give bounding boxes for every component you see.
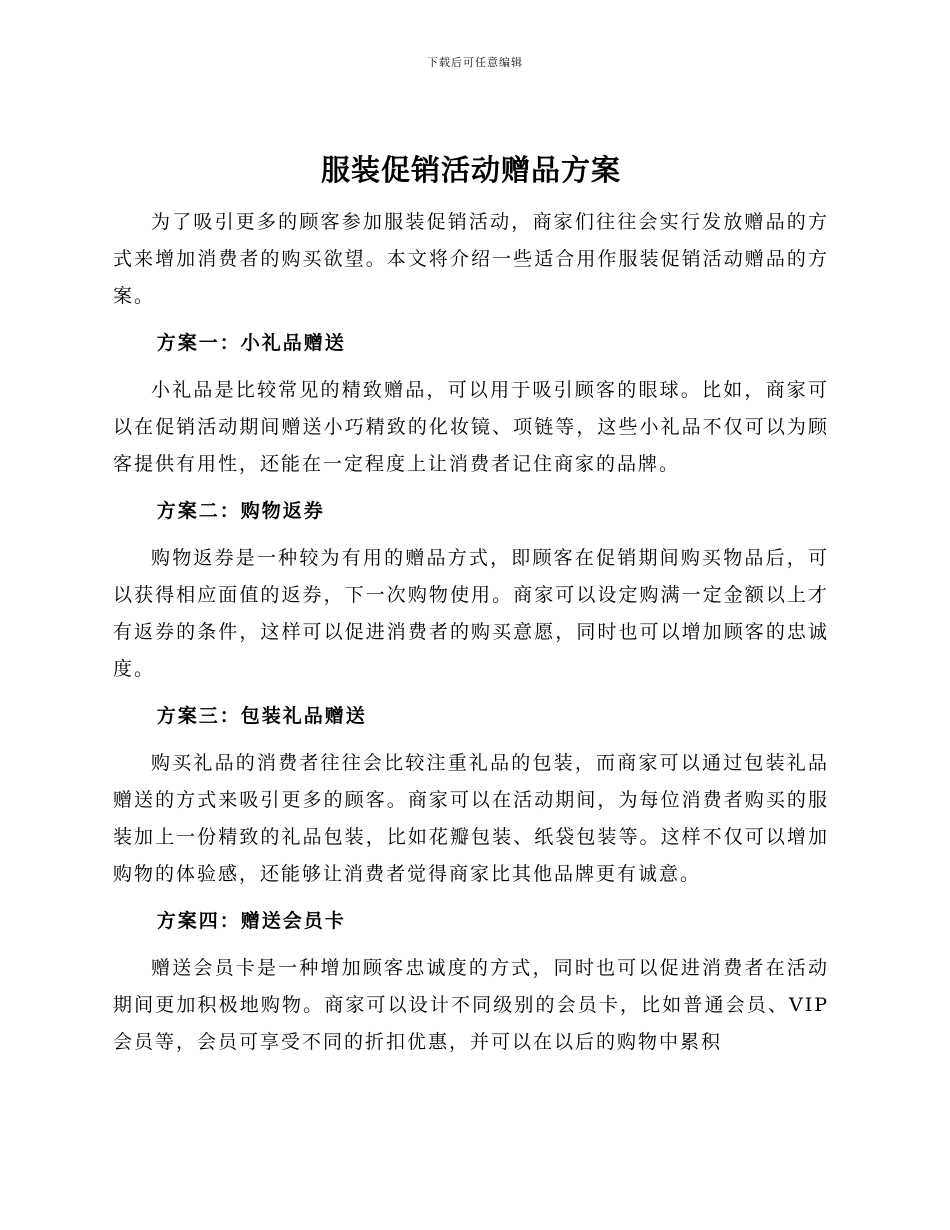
intro-paragraph: 为了吸引更多的顾客参加服装促销活动，商家们往往会实行发放赠品的方式来增加消费者的购买欲望。本文将介绍一些适合用作服装促销活动赠品的方案。 bbox=[113, 211, 829, 307]
section-heading-2: 方案二：购物返券 bbox=[156, 500, 325, 522]
section-heading-4: 方案四：赠送会员卡 bbox=[156, 910, 346, 932]
page-header: 下载后可任意编辑 bbox=[427, 56, 523, 69]
section-heading-1: 方案一：小礼品赠送 bbox=[156, 332, 346, 354]
section-body-3: 购买礼品的消费者往往会比较注重礼品的包装，而商家可以通过包装礼品赠送的方式来吸引更多的顾客。商家可以在活动期间，为每位消费者购买的服装加上一份精致的礼品包装，比如花瓣包装、纸袋包装等。这样不仅可以增加购物的体验感，还能够让消费者觉得商家比其他品牌更有诚意。 bbox=[113, 752, 829, 885]
section-body-1: 小礼品是比较常见的精致赠品，可以用于吸引顾客的眼球。比如，商家可以在促销活动期间赠送小巧精致的化妆镜、项链等，这些小礼品不仅可以为顾客提供有用性，还能在一定程度上让消费者记住商家的品牌。 bbox=[113, 379, 829, 475]
section-body-2: 购物返券是一种较为有用的赠品方式，即顾客在促销期间购买物品后，可以获得相应面值的返券，下一次购物使用。商家可以设定购满一定金额以上才有返券的条件，这样可以促进消费者的购买意愿，同时也可以增加顾客的忠诚度。 bbox=[113, 547, 829, 680]
document-body bbox=[113, 148, 829, 1061]
section-heading-3: 方案三：包装礼品赠送 bbox=[156, 705, 367, 727]
section-body-4: 赠送会员卡是一种增加顾客忠诚度的方式，同时也可以促进消费者在活动期间更加积极地购物。商家可以设计不同级别的会员卡，比如普通会员、VIP会员等，会员可享受不同的折扣优惠，并可以在以后的购物中累积 bbox=[113, 957, 829, 1053]
document-title: 服装促销活动赠品方案 bbox=[320, 153, 621, 187]
